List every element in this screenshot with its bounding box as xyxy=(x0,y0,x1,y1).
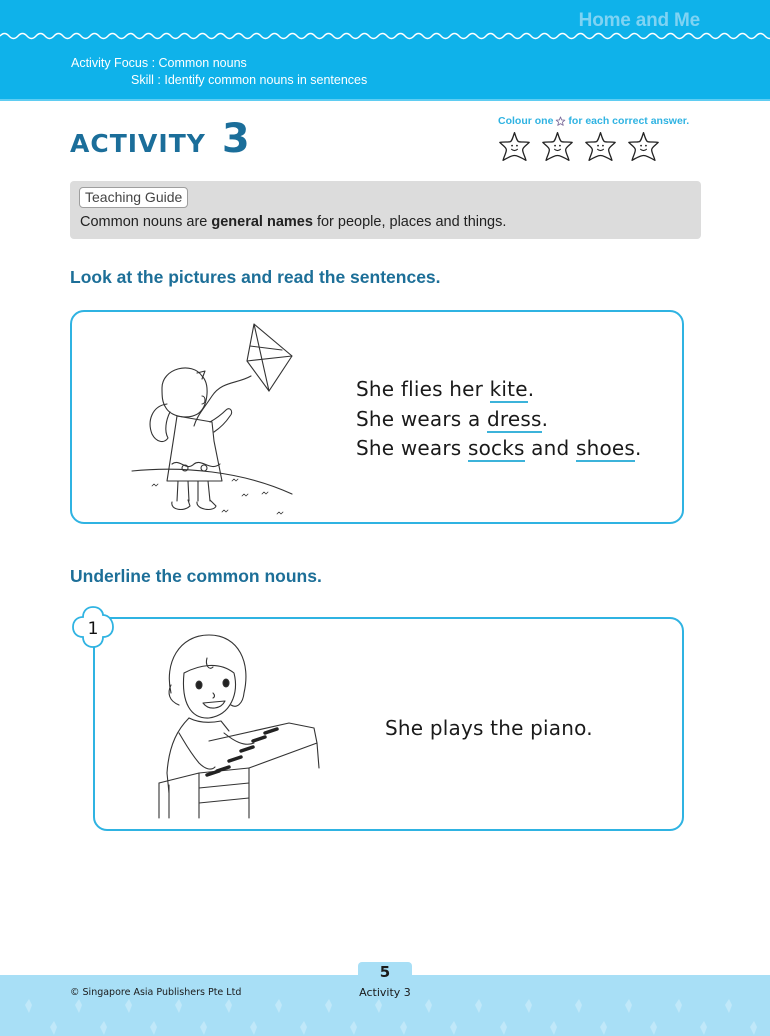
sentence-text: . xyxy=(635,436,642,460)
exercise-sentence[interactable]: She plays the piano. xyxy=(385,716,593,740)
girl-playing-piano-illustration xyxy=(139,623,339,823)
sentence-text: She wears xyxy=(356,436,468,460)
smiling-star-icon[interactable] xyxy=(541,131,574,162)
activity-focus-block xyxy=(71,55,367,89)
star-instruction-before: Colour one xyxy=(498,115,554,127)
activity-focus-label: Activity Focus : xyxy=(71,56,156,70)
smiling-star-icon[interactable] xyxy=(627,131,660,162)
girl-flying-kite-illustration xyxy=(122,316,352,522)
underlined-noun: shoes xyxy=(575,436,636,460)
sentence-text: and xyxy=(524,436,576,460)
exercise-card-1 xyxy=(93,617,684,831)
example-sentence xyxy=(356,375,642,405)
exercise-heading: Underline the common nouns. xyxy=(70,566,322,586)
wavy-divider xyxy=(0,31,770,41)
star-rating-area xyxy=(498,115,689,162)
guide-text-before: Common nouns are xyxy=(80,214,212,230)
example-sentence xyxy=(356,434,642,464)
stars-row xyxy=(498,131,689,162)
example-sentence xyxy=(356,405,642,435)
activity-word: ACTIVITY xyxy=(70,129,206,158)
page-header xyxy=(0,0,770,101)
sentence-text: . xyxy=(527,377,535,401)
example-heading: Look at the pictures and read the sentences. xyxy=(70,267,441,287)
sentence-text: She flies her xyxy=(356,377,490,401)
underlined-noun: kite xyxy=(489,377,528,401)
skill-value: Identify common nouns in sentences xyxy=(164,73,368,87)
question-number: 1 xyxy=(87,619,99,639)
example-card xyxy=(70,310,684,524)
unit-title: Home and Me xyxy=(578,10,700,31)
star-instruction xyxy=(498,115,689,127)
sentence-text: . xyxy=(541,406,549,431)
guide-text-after: for people, places and things. xyxy=(312,214,507,230)
underlined-noun: socks xyxy=(467,436,525,460)
smiling-star-icon[interactable] xyxy=(584,131,617,162)
guide-text-bold: general names xyxy=(211,214,313,230)
underlined-noun: dress xyxy=(486,406,542,431)
star-instruction-after: for each correct answer. xyxy=(568,115,690,127)
skill-label: Skill : xyxy=(131,73,161,87)
activity-number: 3 xyxy=(221,116,250,162)
teaching-guide-text xyxy=(80,214,506,230)
smiling-star-icon[interactable] xyxy=(498,131,531,162)
page-footer xyxy=(0,975,770,1036)
example-sentences xyxy=(356,375,642,464)
mini-star-icon xyxy=(555,116,566,127)
copyright-text: © Singapore Asia Publishers Pte Ltd xyxy=(70,987,242,998)
footer-pattern-decoration xyxy=(0,975,770,1036)
activity-focus-value: Common nouns xyxy=(158,56,247,70)
activity-title xyxy=(70,116,250,162)
page-activity-label: Activity 3 xyxy=(359,986,411,999)
page-number: 5 xyxy=(379,963,391,981)
teaching-guide-tag: Teaching Guide xyxy=(79,187,188,208)
question-number-badge xyxy=(69,603,117,651)
sentence-text: She wears a xyxy=(356,406,487,431)
teaching-guide-box xyxy=(70,181,701,239)
